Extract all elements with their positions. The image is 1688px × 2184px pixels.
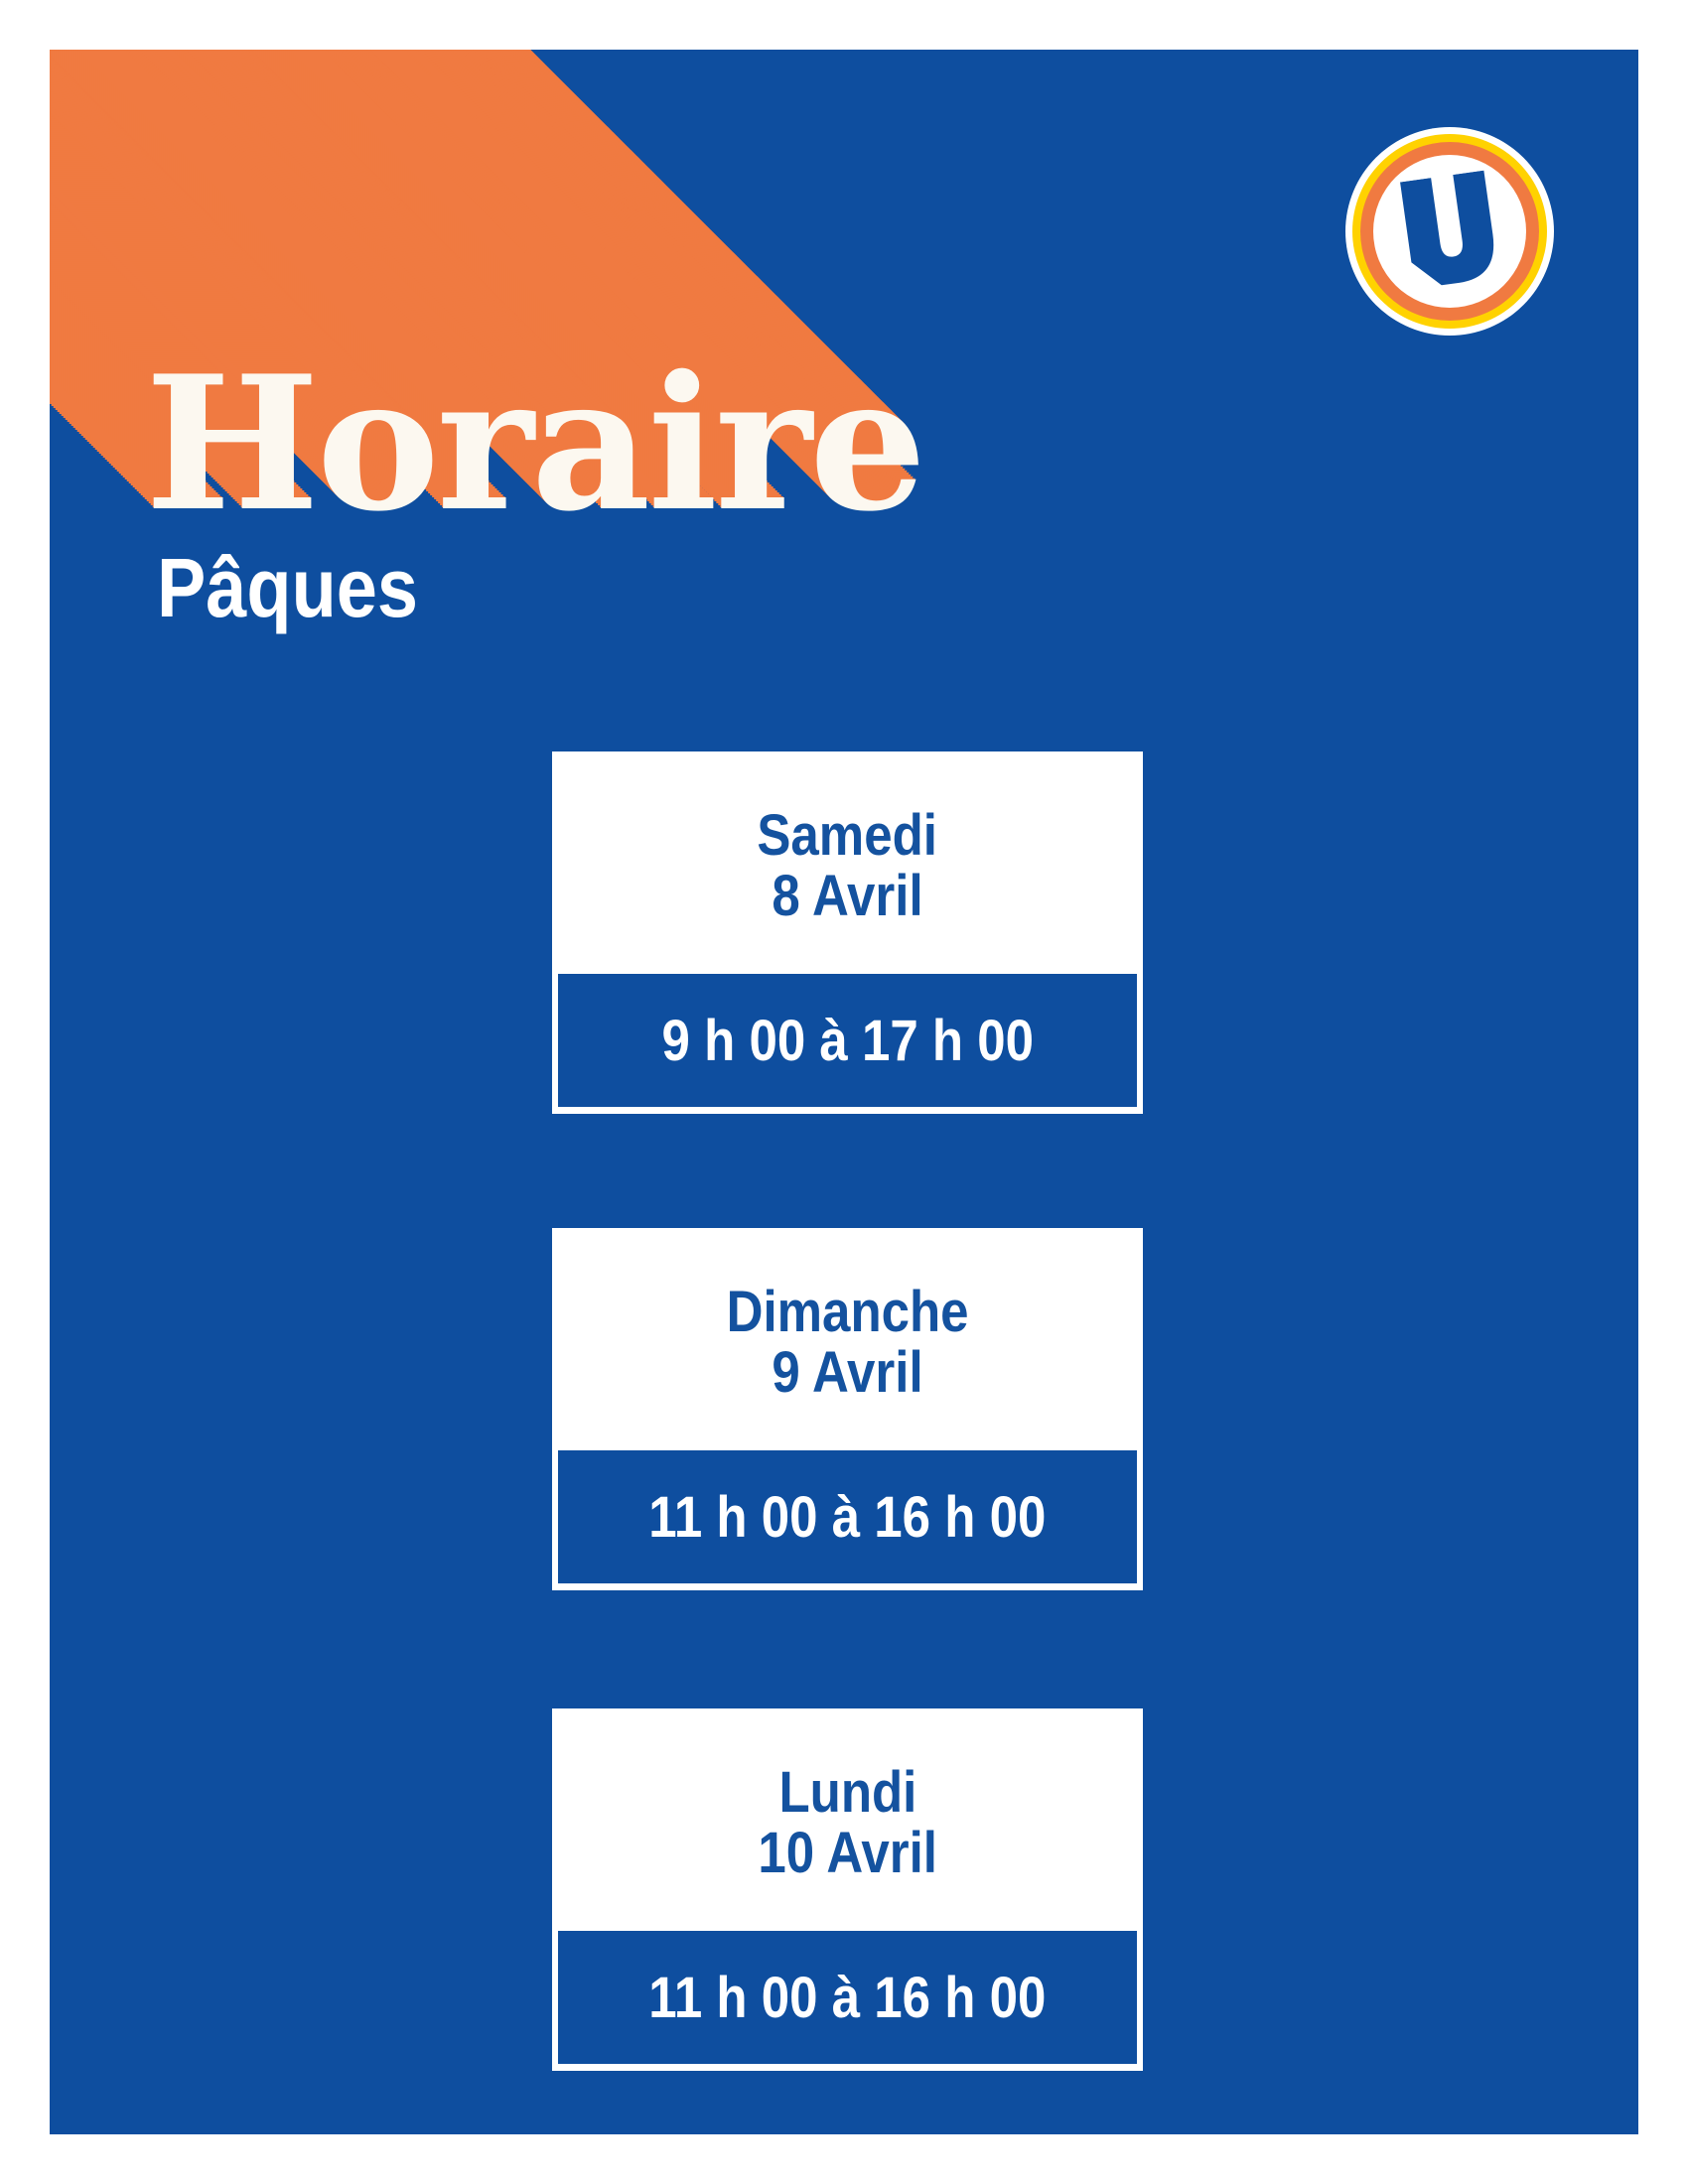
day-label: Samedi xyxy=(757,803,938,868)
schedule-card xyxy=(552,751,1143,1114)
schedule-card xyxy=(552,1708,1143,2071)
day-label: Lundi xyxy=(778,1760,916,1825)
poster-subtitle-label: Pâques xyxy=(157,541,418,634)
u-letter-icon xyxy=(1385,168,1514,294)
date-label: 9 Avril xyxy=(772,1340,923,1405)
card-date-area xyxy=(552,1228,1143,1450)
hours-label: 11 h 00 à 16 h 00 xyxy=(648,1484,1047,1550)
hours-label: 11 h 00 à 16 h 00 xyxy=(648,1965,1047,2030)
poster-subtitle xyxy=(157,541,454,634)
schedule-card xyxy=(552,1228,1143,1590)
card-time-bar xyxy=(558,974,1137,1107)
date-label: 8 Avril xyxy=(772,864,923,928)
date-label: 10 Avril xyxy=(758,1821,937,1885)
page-title: Horaire xyxy=(145,335,924,552)
logo-yellow-ring xyxy=(1352,134,1547,329)
poster-canvas xyxy=(50,50,1638,2134)
hours-label: 9 h 00 à 17 h 00 xyxy=(661,1008,1034,1073)
day-label: Dimanche xyxy=(726,1280,969,1344)
card-time-bar xyxy=(558,1931,1137,2064)
card-date-area xyxy=(552,751,1143,974)
logo-orange-ring xyxy=(1360,142,1539,321)
card-date-area xyxy=(552,1708,1143,1931)
logo-center xyxy=(1373,155,1526,308)
u-logo xyxy=(1345,127,1554,336)
card-time-bar xyxy=(558,1450,1137,1583)
